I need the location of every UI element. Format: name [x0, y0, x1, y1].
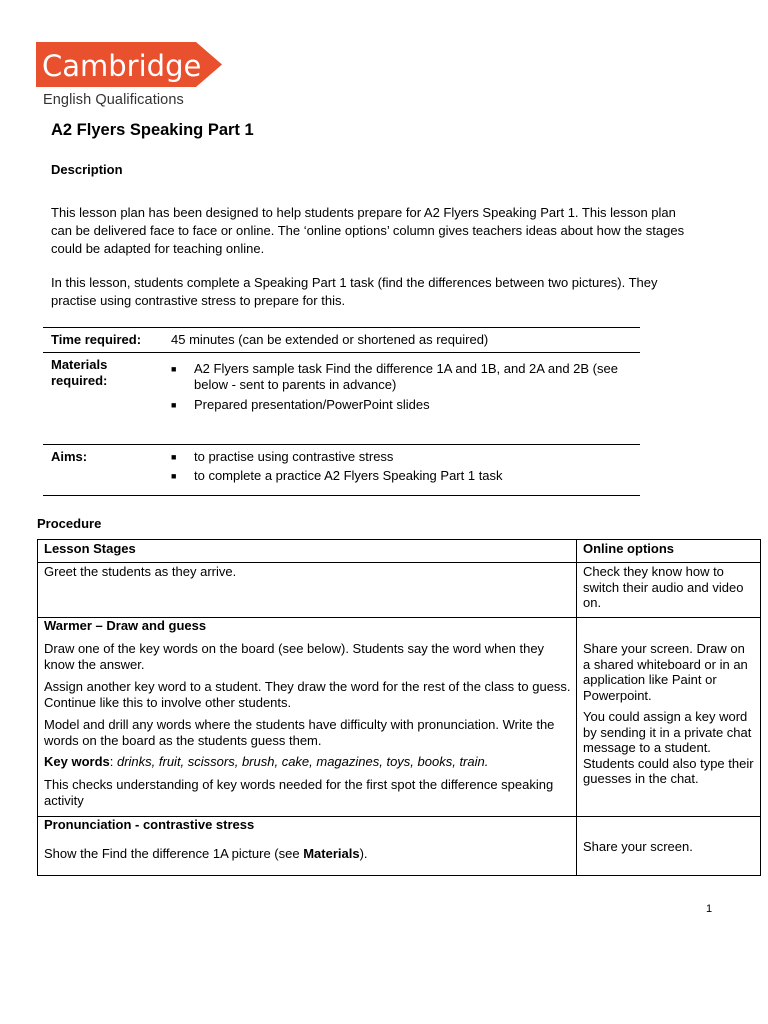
aims-row: Aims: ■ to practise using contrastive stress ■ to complete a practice A2 Flyers Speaking Part 1 task	[43, 444, 640, 496]
column-divider	[576, 540, 577, 875]
warmer-online-2: You could assign a key word by sending it in a private chat message to a student. Students could also type their guesses in the chat.	[583, 709, 754, 786]
row-divider	[38, 562, 760, 563]
warmer-title: Warmer – Draw and guess	[44, 618, 207, 633]
materials-reference: Materials	[303, 846, 360, 861]
warmer-step-4: This checks understanding of key words needed for the first spot the difference speaking activity	[44, 777, 554, 808]
materials-row: Materials required: ■ A2 Flyers sample task Find the difference 1A and 1B, and 2A and 2B (see below - sent to parents in advance) ■ Prepared presentation/PowerPoint slides	[43, 352, 640, 445]
page-number: 1	[706, 903, 713, 915]
time-label: Time required:	[51, 332, 142, 347]
bullet-icon: ■	[171, 400, 177, 410]
warmer-step-3: Model and drill any words where the students have difficulty with pronunciation. Write the words on the board as the students guess them.	[44, 717, 555, 748]
greet-online: Check they know how to switch their audio and video on.	[583, 564, 744, 610]
warmer-step-1: Draw one of the key words on the board (see below). Students say the word when they know the answer.	[44, 641, 545, 672]
description-paragraph-2: In this lesson, students complete a Speaking Part 1 task (find the differences between two pictures). They practise using contrastive stress to prepare for this.	[51, 275, 658, 308]
cambridge-logo	[36, 42, 222, 87]
aims-label: Aims:	[51, 449, 88, 464]
logo-text: Cambridge	[42, 49, 202, 83]
bullet-icon: ■	[171, 452, 177, 462]
procedure-heading: Procedure	[37, 516, 102, 531]
materials-label: Materials required:	[51, 357, 108, 388]
time-value: 45 minutes (can be extended or shortened as required)	[171, 332, 489, 347]
key-words-line	[44, 754, 572, 770]
lesson-meta-table	[43, 327, 640, 495]
brand-subtitle: English Qualifications	[43, 92, 184, 108]
col-header-lesson-stages: Lesson Stages	[44, 541, 136, 556]
page-title: A2 Flyers Speaking Part 1	[51, 121, 254, 139]
time-row	[43, 327, 640, 353]
pronunciation-step: Show the Find the difference 1A picture (see Materials).	[44, 846, 368, 861]
key-words-label: Key words	[44, 754, 110, 769]
bullet-icon: ■	[171, 364, 177, 374]
warmer-online-1: Share your screen. Draw on a shared whiteboard or in an application like Paint or Powerpoint.	[583, 641, 748, 703]
pronunciation-title: Pronunciation - contrastive stress	[44, 817, 255, 832]
col-header-online-options: Online options	[583, 541, 674, 556]
description-paragraph-1: This lesson plan has been designed to help students prepare for A2 Flyers Speaking Part 1. This lesson plan can be delivered face to face or online. The ‘online options’ column gives teachers ideas about how the stages could be adapted for teaching online.	[51, 205, 685, 256]
greet-stage: Greet the students as they arrive.	[44, 564, 237, 579]
key-words-separator: :	[109, 754, 117, 769]
procedure-table	[37, 539, 761, 876]
warmer-step-2: Assign another key word to a student. They draw the word for the rest of the class to guess. Continue like this to involve other students.	[44, 679, 571, 710]
bullet-icon: ■	[171, 471, 177, 481]
description-heading: Description	[51, 162, 123, 177]
key-words-list: drinks, fruit, scissors, brush, cake, magazines, toys, books, train.	[116, 754, 489, 769]
pronunciation-online: Share your screen.	[583, 839, 693, 854]
